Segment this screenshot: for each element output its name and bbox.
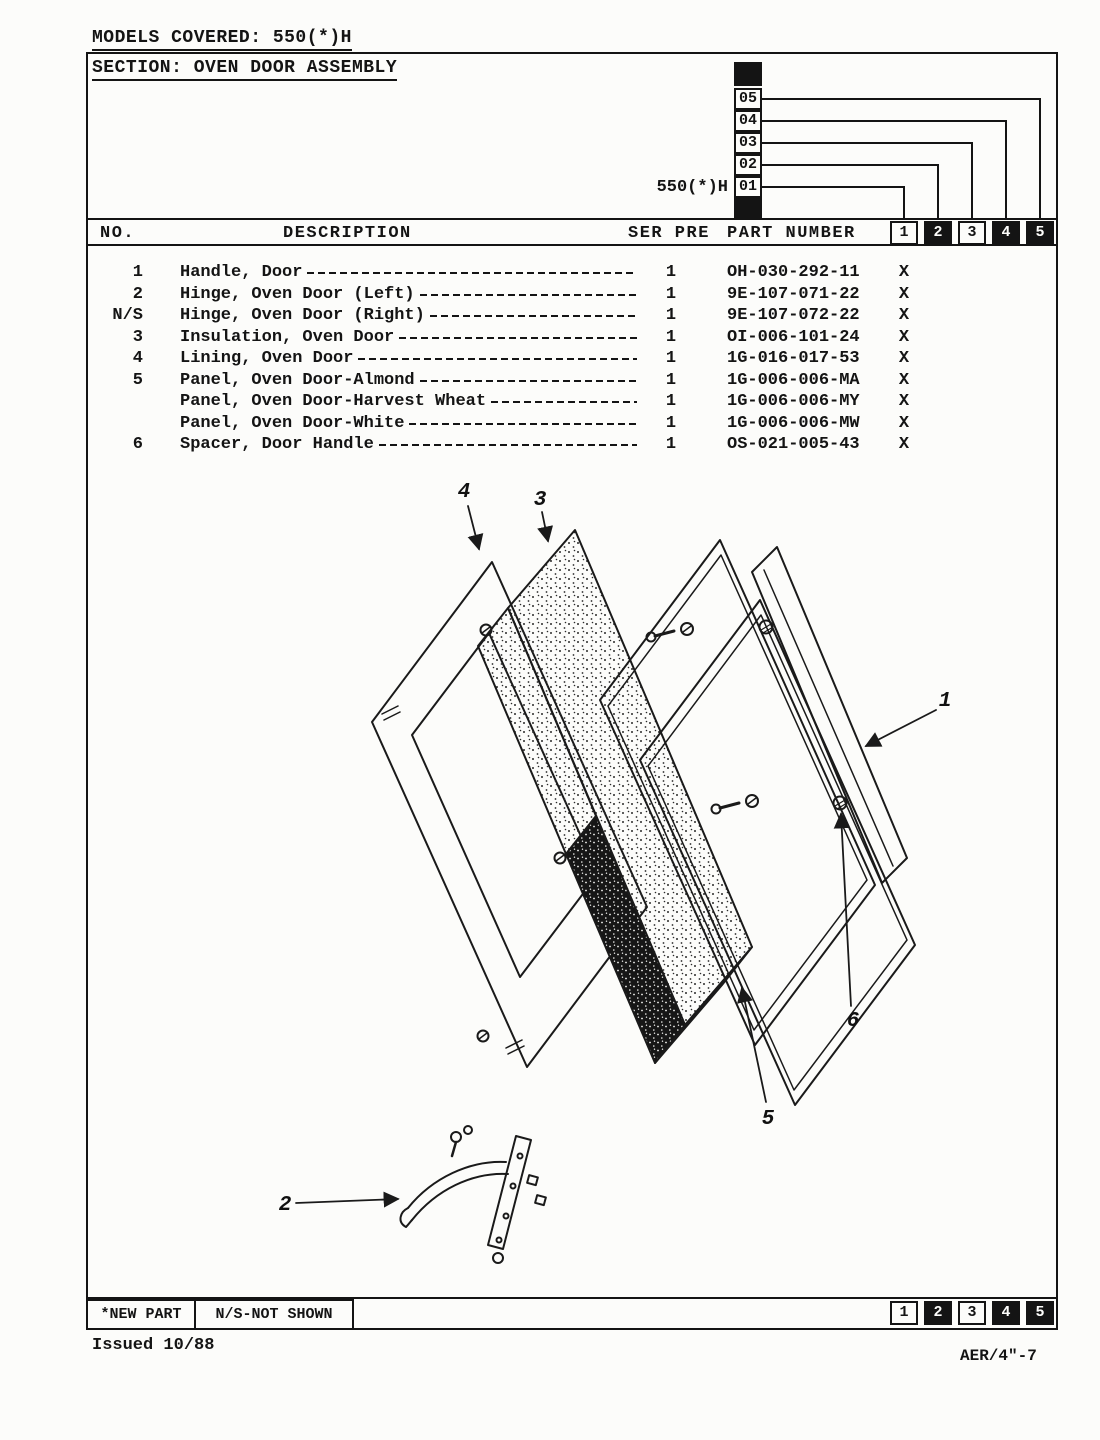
- callout-1: 1: [938, 690, 952, 713]
- model-marks: [887, 305, 1045, 327]
- series-box-03: 03: [734, 132, 762, 154]
- callout-4: 4: [457, 481, 471, 504]
- table-row: [95, 391, 1045, 413]
- part-ser: 1: [665, 263, 677, 282]
- part-no: 5: [132, 370, 143, 390]
- part-no: N/S: [112, 306, 143, 325]
- part-no: [95, 413, 143, 435]
- table-row: [95, 327, 1045, 349]
- model-marks: [887, 434, 1045, 456]
- part-description-cell: [143, 262, 647, 284]
- model-col1-mark: X: [898, 413, 910, 433]
- dash-leader: [420, 294, 637, 296]
- table-row: [95, 305, 1045, 327]
- callout-6: 6: [846, 1010, 860, 1033]
- part-no: 2: [132, 284, 143, 304]
- part-description-cell: [143, 284, 647, 306]
- series-model-label: 550(*)H: [656, 178, 728, 197]
- series-box-04: 04: [734, 110, 762, 132]
- model-marks: [887, 413, 1045, 435]
- model-marks: [887, 391, 1045, 413]
- part-description: Handle, Door: [180, 263, 303, 282]
- model-marks: [887, 262, 1045, 284]
- part-description-cell: [143, 434, 647, 456]
- model-marks: [887, 370, 1045, 392]
- model-marks: [887, 284, 1045, 306]
- part-number: 1G-006-006-MY: [727, 392, 860, 411]
- model-col-1: 1: [890, 221, 918, 245]
- model-marks: [887, 327, 1045, 349]
- part-number: 9E-107-071-22: [727, 284, 860, 304]
- part-no: [95, 391, 143, 413]
- part-description: Hinge, Oven Door (Left): [180, 284, 415, 304]
- series-box-01: 01: [734, 176, 762, 198]
- part-ser: 1: [665, 413, 677, 433]
- model-col1-mark: X: [898, 435, 910, 454]
- col-ser-pre-label: SER PRE: [628, 224, 710, 243]
- part-description: Spacer, Door Handle: [180, 435, 374, 454]
- part-ser: 1: [665, 392, 677, 411]
- col-part-number-label: PART NUMBER: [727, 224, 856, 243]
- col-no-label: NO.: [100, 224, 136, 243]
- part-ser: 1: [665, 435, 677, 454]
- part-number: 1G-006-006-MA: [727, 370, 860, 390]
- series-box-05: 05: [734, 88, 762, 110]
- table-row: [95, 284, 1045, 306]
- part-number: OH-030-292-11: [727, 263, 860, 282]
- part-description: Lining, Oven Door: [180, 349, 354, 368]
- part-no: 1: [132, 263, 143, 282]
- table-row: [95, 413, 1045, 435]
- footer-model-col-2: 2: [924, 1301, 952, 1325]
- not-shown-legend: N/S-NOT SHOWN: [194, 1299, 354, 1330]
- footer-model-col-3: 3: [958, 1301, 986, 1325]
- series-cap-top: [734, 62, 762, 86]
- dash-leader: [491, 401, 637, 403]
- callout-5: 5: [761, 1108, 775, 1131]
- dash-leader: [420, 380, 637, 382]
- callout-3: 3: [533, 489, 547, 512]
- series-cap-bottom: [734, 198, 762, 218]
- part-ser: 1: [665, 284, 677, 304]
- models-covered-title: MODELS COVERED: 550(*)H: [92, 28, 352, 51]
- table-row: [95, 434, 1045, 456]
- part-description: Hinge, Oven Door (Right): [180, 306, 425, 325]
- part-number: 1G-016-017-53: [727, 349, 860, 368]
- model-marks: [887, 348, 1045, 370]
- part-ser: 1: [665, 370, 677, 390]
- section-title: SECTION: OVEN DOOR ASSEMBLY: [92, 58, 397, 81]
- part-description-cell: [143, 348, 647, 370]
- table-header: [86, 218, 1058, 246]
- part-description-cell: [143, 413, 647, 435]
- part-number: OI-006-101-24: [727, 327, 860, 347]
- part-description-cell: [143, 391, 647, 413]
- part-no: 6: [132, 435, 143, 454]
- page-reference: AER/4"-7: [960, 1347, 1037, 1365]
- dash-leader: [307, 272, 637, 274]
- footer-model-col-4: 4: [992, 1301, 1020, 1325]
- part-number: 9E-107-072-22: [727, 306, 860, 325]
- dash-leader: [399, 337, 637, 339]
- model-col1-mark: X: [898, 306, 910, 325]
- part-ser: 1: [665, 306, 677, 325]
- part-number: 1G-006-006-MW: [727, 413, 860, 433]
- model-col-2: 2: [924, 221, 952, 245]
- parts-table: [95, 262, 1045, 456]
- part-ser: 1: [665, 349, 677, 368]
- part-no: 3: [132, 327, 143, 347]
- model-col1-mark: X: [898, 370, 910, 390]
- part-description-cell: [143, 305, 647, 327]
- part-description: Panel, Oven Door-White: [180, 413, 405, 433]
- model-col-4: 4: [992, 221, 1020, 245]
- part-description: Panel, Oven Door-Almond: [180, 370, 415, 390]
- model-col1-mark: X: [898, 349, 910, 368]
- dash-leader: [430, 315, 637, 317]
- callout-2: 2: [278, 1194, 292, 1217]
- model-col1-mark: X: [898, 263, 910, 282]
- table-row: [95, 348, 1045, 370]
- part-description: Insulation, Oven Door: [180, 327, 395, 347]
- model-col1-mark: X: [898, 327, 910, 347]
- dash-leader: [379, 444, 637, 446]
- footer-model-col-5: 5: [1026, 1301, 1054, 1325]
- part-description: Panel, Oven Door-Harvest Wheat: [180, 392, 487, 411]
- table-row: [95, 262, 1045, 284]
- model-col1-mark: X: [898, 284, 910, 304]
- part-description-cell: [143, 370, 647, 392]
- dash-leader: [409, 423, 637, 425]
- table-row: [95, 370, 1045, 392]
- model-col-3: 3: [958, 221, 986, 245]
- model-col-5: 5: [1026, 221, 1054, 245]
- col-description-label: DESCRIPTION: [283, 224, 412, 243]
- footer-legend: [86, 1297, 1058, 1328]
- part-description-cell: [143, 327, 647, 349]
- dash-leader: [358, 358, 637, 360]
- footer-model-col-1: 1: [890, 1301, 918, 1325]
- series-box-02: 02: [734, 154, 762, 176]
- part-no: 4: [132, 349, 143, 368]
- issued-date: Issued 10/88: [92, 1336, 215, 1355]
- part-ser: 1: [665, 327, 677, 347]
- new-part-legend: *NEW PART: [86, 1299, 196, 1330]
- part-number: OS-021-005-43: [727, 435, 860, 454]
- model-col1-mark: X: [898, 392, 910, 411]
